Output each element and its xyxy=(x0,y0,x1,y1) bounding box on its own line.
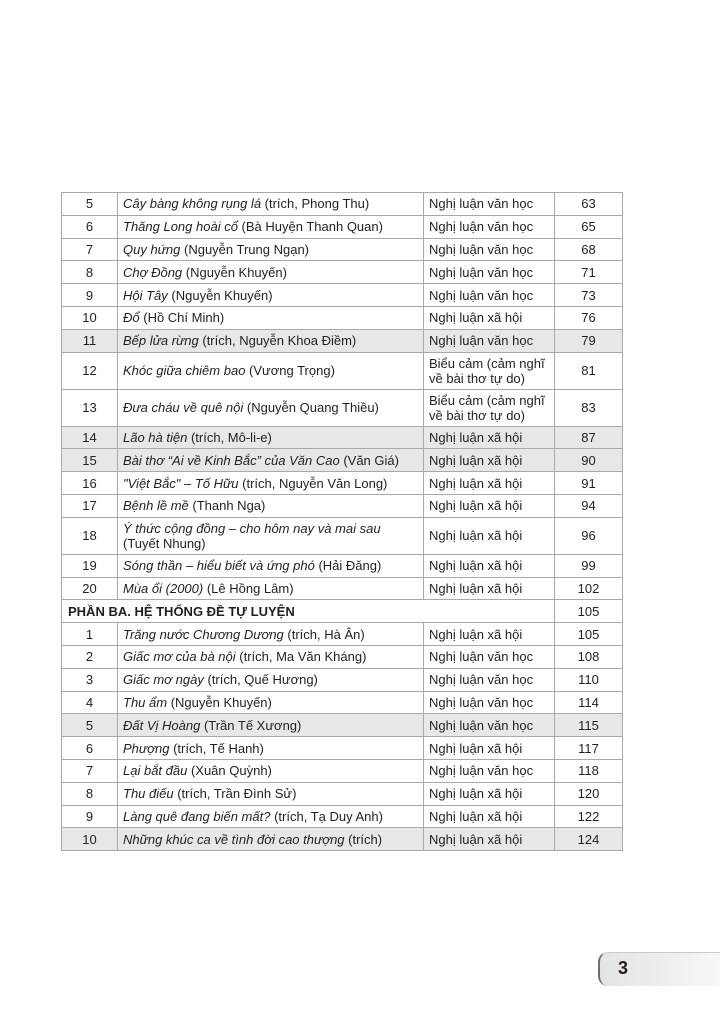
entry-genre: Nghị luận xã hội xyxy=(424,782,555,805)
entry-title xyxy=(118,554,424,577)
entry-page: 110 xyxy=(555,668,623,691)
work-title: Quy hứng xyxy=(123,241,181,257)
work-author-note: (Văn Giá) xyxy=(339,452,399,468)
entry-number: 9 xyxy=(62,805,118,828)
entry-title xyxy=(118,329,424,352)
entry-number: 8 xyxy=(62,261,118,284)
entry-title xyxy=(118,668,424,691)
work-author-note: (trích, Quế Hương) xyxy=(203,672,318,688)
work-title: Sóng thần – hiểu biết và ứng phó xyxy=(123,558,315,574)
table-row xyxy=(62,215,623,238)
work-title: Chợ Đồng xyxy=(123,264,183,280)
work-title: Lão hà tiện xyxy=(123,429,188,445)
table-row xyxy=(62,426,623,449)
table-row xyxy=(62,577,623,600)
entry-genre: Biểu cảm (cảm nghĩ về bài thơ tự do) xyxy=(424,352,555,389)
work-title: Trăng nước Chương Dương xyxy=(123,626,284,642)
work-author-note: (trích, Tạ Duy Anh) xyxy=(270,808,383,824)
entry-genre: Nghị luận văn học xyxy=(424,668,555,691)
table-row xyxy=(62,714,623,737)
work-title: "Việt Bắc" – Tố Hữu xyxy=(123,475,239,491)
entry-page: 90 xyxy=(555,449,623,472)
work-title: Bếp lửa rừng xyxy=(123,333,199,349)
entry-genre: Nghị luận văn học xyxy=(424,645,555,668)
entry-genre: Nghị luận xã hội xyxy=(424,472,555,495)
entry-page: 76 xyxy=(555,306,623,329)
table-row xyxy=(62,517,623,554)
entry-number: 10 xyxy=(62,306,118,329)
entry-number: 14 xyxy=(62,426,118,449)
entry-genre: Nghị luận văn học xyxy=(424,261,555,284)
entry-page: 99 xyxy=(555,554,623,577)
entry-genre: Nghị luận xã hội xyxy=(424,426,555,449)
work-author-note: (trích, Hà Ân) xyxy=(283,626,365,642)
section-page: 105 xyxy=(555,600,623,623)
table-of-contents xyxy=(61,192,623,851)
entry-title xyxy=(118,645,424,668)
entry-number: 9 xyxy=(62,284,118,307)
entry-genre: Biểu cảm (cảm nghĩ về bài thơ tự do) xyxy=(424,389,555,426)
work-title: Mùa ổi (2000) xyxy=(123,580,204,596)
entry-genre: Nghị luận xã hội xyxy=(424,554,555,577)
entry-number: 4 xyxy=(62,691,118,714)
entry-number: 2 xyxy=(62,645,118,668)
work-author-note: (Tuyết Nhung) xyxy=(123,535,206,551)
entry-page: 117 xyxy=(555,737,623,760)
entry-number: 6 xyxy=(62,215,118,238)
work-author-note: (trích, Nguyễn Khoa Điềm) xyxy=(198,333,357,349)
entry-title xyxy=(118,472,424,495)
entry-title xyxy=(118,426,424,449)
work-title: Lại bắt đầu xyxy=(123,763,188,779)
work-author-note: (Vương Trọng) xyxy=(245,363,335,379)
work-title: Phượng xyxy=(123,740,170,756)
entry-number: 13 xyxy=(62,389,118,426)
work-title: Hội Tây xyxy=(123,287,168,303)
entry-page: 65 xyxy=(555,215,623,238)
work-author-note: (trích, Mô-li-e) xyxy=(187,429,272,445)
entry-page: 122 xyxy=(555,805,623,828)
work-author-note: (trích, Ma Văn Kháng) xyxy=(235,649,367,665)
entry-genre: Nghị luận xã hội xyxy=(424,449,555,472)
table-row xyxy=(62,494,623,517)
entry-title xyxy=(118,494,424,517)
work-title: Bài thơ “Ai về Kinh Bắc” của Văn Cao xyxy=(123,452,340,468)
entry-number: 17 xyxy=(62,494,118,517)
work-author-note: (Hồ Chí Minh) xyxy=(139,310,225,326)
entry-number: 8 xyxy=(62,782,118,805)
entry-page: 63 xyxy=(555,193,623,216)
work-title: Những khúc ca về tình đời cao thượng xyxy=(123,831,345,847)
entry-number: 7 xyxy=(62,759,118,782)
entry-page: 118 xyxy=(555,759,623,782)
work-author-note: (Lê Hồng Lâm) xyxy=(203,580,294,596)
page-number: 3 xyxy=(618,958,629,978)
entry-genre: Nghị luận văn học xyxy=(424,691,555,714)
table-row xyxy=(62,623,623,646)
work-title: Thu điếu xyxy=(123,786,174,802)
entry-number: 18 xyxy=(62,517,118,554)
work-author-note: (Nguyễn Khuyến) xyxy=(167,287,273,303)
entry-page: 96 xyxy=(555,517,623,554)
entry-number: 15 xyxy=(62,449,118,472)
page-number-tab xyxy=(598,952,720,986)
entry-number: 5 xyxy=(62,714,118,737)
entry-title xyxy=(118,284,424,307)
entry-number: 3 xyxy=(62,668,118,691)
toc-body xyxy=(62,193,623,851)
work-author-note: (trích, Phong Thu) xyxy=(261,196,370,212)
work-author-note: (Bà Huyện Thanh Quan) xyxy=(237,219,383,235)
table-row xyxy=(62,449,623,472)
entry-genre: Nghị luận xã hội xyxy=(424,577,555,600)
entry-title xyxy=(118,261,424,284)
entry-genre: Nghị luận xã hội xyxy=(424,494,555,517)
work-title: Thăng Long hoài cổ xyxy=(123,219,238,235)
table-row xyxy=(62,352,623,389)
entry-number: 7 xyxy=(62,238,118,261)
entry-genre: Nghị luận văn học xyxy=(424,759,555,782)
table-row xyxy=(62,284,623,307)
entry-page: 124 xyxy=(555,828,623,851)
table-row xyxy=(62,306,623,329)
entry-page: 71 xyxy=(555,261,623,284)
table-row xyxy=(62,238,623,261)
entry-title xyxy=(118,737,424,760)
entry-genre: Nghị luận xã hội xyxy=(424,623,555,646)
work-title: Làng quê đang biến mất? xyxy=(123,808,271,824)
work-author-note: (trích, Tế Hanh) xyxy=(169,740,264,756)
entry-title xyxy=(118,759,424,782)
entry-title xyxy=(118,352,424,389)
table-row xyxy=(62,329,623,352)
entry-page: 81 xyxy=(555,352,623,389)
entry-title xyxy=(118,828,424,851)
work-author-note: (Nguyễn Quang Thiều) xyxy=(243,400,379,416)
entry-number: 16 xyxy=(62,472,118,495)
entry-number: 20 xyxy=(62,577,118,600)
work-title: Bệnh lề mề xyxy=(123,498,189,514)
entry-genre: Nghị luận xã hội xyxy=(424,306,555,329)
work-author-note: (Thanh Nga) xyxy=(188,498,266,514)
work-author-note: (Nguyễn Khuyến) xyxy=(167,694,272,710)
table-row xyxy=(62,828,623,851)
table-row xyxy=(62,691,623,714)
entry-title xyxy=(118,193,424,216)
entry-page: 94 xyxy=(555,494,623,517)
entry-title xyxy=(118,449,424,472)
entry-number: 11 xyxy=(62,329,118,352)
entry-number: 1 xyxy=(62,623,118,646)
entry-title xyxy=(118,215,424,238)
entry-genre: Nghị luận văn học xyxy=(424,238,555,261)
entry-title xyxy=(118,714,424,737)
table-row xyxy=(62,554,623,577)
entry-page: 68 xyxy=(555,238,623,261)
work-title: Đổ xyxy=(123,310,140,326)
entry-page: 87 xyxy=(555,426,623,449)
table-row xyxy=(62,668,623,691)
table-row xyxy=(62,472,623,495)
table-row xyxy=(62,645,623,668)
entry-genre: Nghị luận xã hội xyxy=(424,805,555,828)
entry-number: 5 xyxy=(62,193,118,216)
entry-number: 12 xyxy=(62,352,118,389)
work-author-note: (Trần Tế Xương) xyxy=(200,717,302,733)
entry-number: 10 xyxy=(62,828,118,851)
entry-page: 120 xyxy=(555,782,623,805)
entry-page: 105 xyxy=(555,623,623,646)
entry-page: 79 xyxy=(555,329,623,352)
work-title: Giấc mơ ngày xyxy=(123,672,204,688)
entry-title xyxy=(118,238,424,261)
entry-page: 102 xyxy=(555,577,623,600)
work-title: Khóc giữa chiêm bao xyxy=(123,363,246,379)
work-title: Giấc mơ của bà nội xyxy=(123,649,236,665)
work-author-note: (Nguyễn Khuyến) xyxy=(182,264,287,280)
section-row xyxy=(62,600,623,623)
work-title: Cây bàng không rụng lá xyxy=(123,196,262,212)
entry-page: 114 xyxy=(555,691,623,714)
entry-title xyxy=(118,623,424,646)
entry-genre: Nghị luận văn học xyxy=(424,193,555,216)
entry-title xyxy=(118,782,424,805)
table-row xyxy=(62,782,623,805)
work-title: Ý thức cộng đồng – cho hôm nay và mai sau xyxy=(123,520,381,536)
work-author-note: (trích) xyxy=(344,831,383,847)
work-author-note: (trích, Nguyễn Văn Long) xyxy=(238,475,388,491)
entry-genre: Nghị luận văn học xyxy=(424,714,555,737)
entry-genre: Nghị luận văn học xyxy=(424,284,555,307)
entry-page: 115 xyxy=(555,714,623,737)
work-title: Đất Vị Hoàng xyxy=(123,717,201,733)
work-author-note: (Nguyễn Trung Ngạn) xyxy=(180,241,310,257)
table-row xyxy=(62,261,623,284)
entry-title xyxy=(118,805,424,828)
entry-genre: Nghị luận văn học xyxy=(424,329,555,352)
entry-title xyxy=(118,691,424,714)
work-title: Thu ẩm xyxy=(123,694,168,710)
section-heading: PHẦN BA. HỆ THỐNG ĐỀ TỰ LUYỆN xyxy=(62,600,555,623)
work-author-note: (Xuân Quỳnh) xyxy=(187,763,272,779)
entry-page: 91 xyxy=(555,472,623,495)
entry-title xyxy=(118,389,424,426)
entry-number: 19 xyxy=(62,554,118,577)
work-author-note: (trích, Trần Đình Sử) xyxy=(173,786,297,802)
entry-page: 83 xyxy=(555,389,623,426)
work-author-note: (Hải Đăng) xyxy=(314,558,382,574)
entry-page: 73 xyxy=(555,284,623,307)
entry-genre: Nghị luận xã hội xyxy=(424,517,555,554)
entry-genre: Nghị luận văn học xyxy=(424,215,555,238)
entry-genre: Nghị luận xã hội xyxy=(424,737,555,760)
table-row xyxy=(62,737,623,760)
table-row xyxy=(62,805,623,828)
table-row xyxy=(62,193,623,216)
table-row xyxy=(62,389,623,426)
table-row xyxy=(62,759,623,782)
work-title: Đưa cháu về quê nội xyxy=(123,400,244,416)
entry-page: 108 xyxy=(555,645,623,668)
entry-genre: Nghị luận xã hội xyxy=(424,828,555,851)
entry-title xyxy=(118,306,424,329)
entry-title xyxy=(118,517,424,554)
entry-number: 6 xyxy=(62,737,118,760)
entry-title xyxy=(118,577,424,600)
